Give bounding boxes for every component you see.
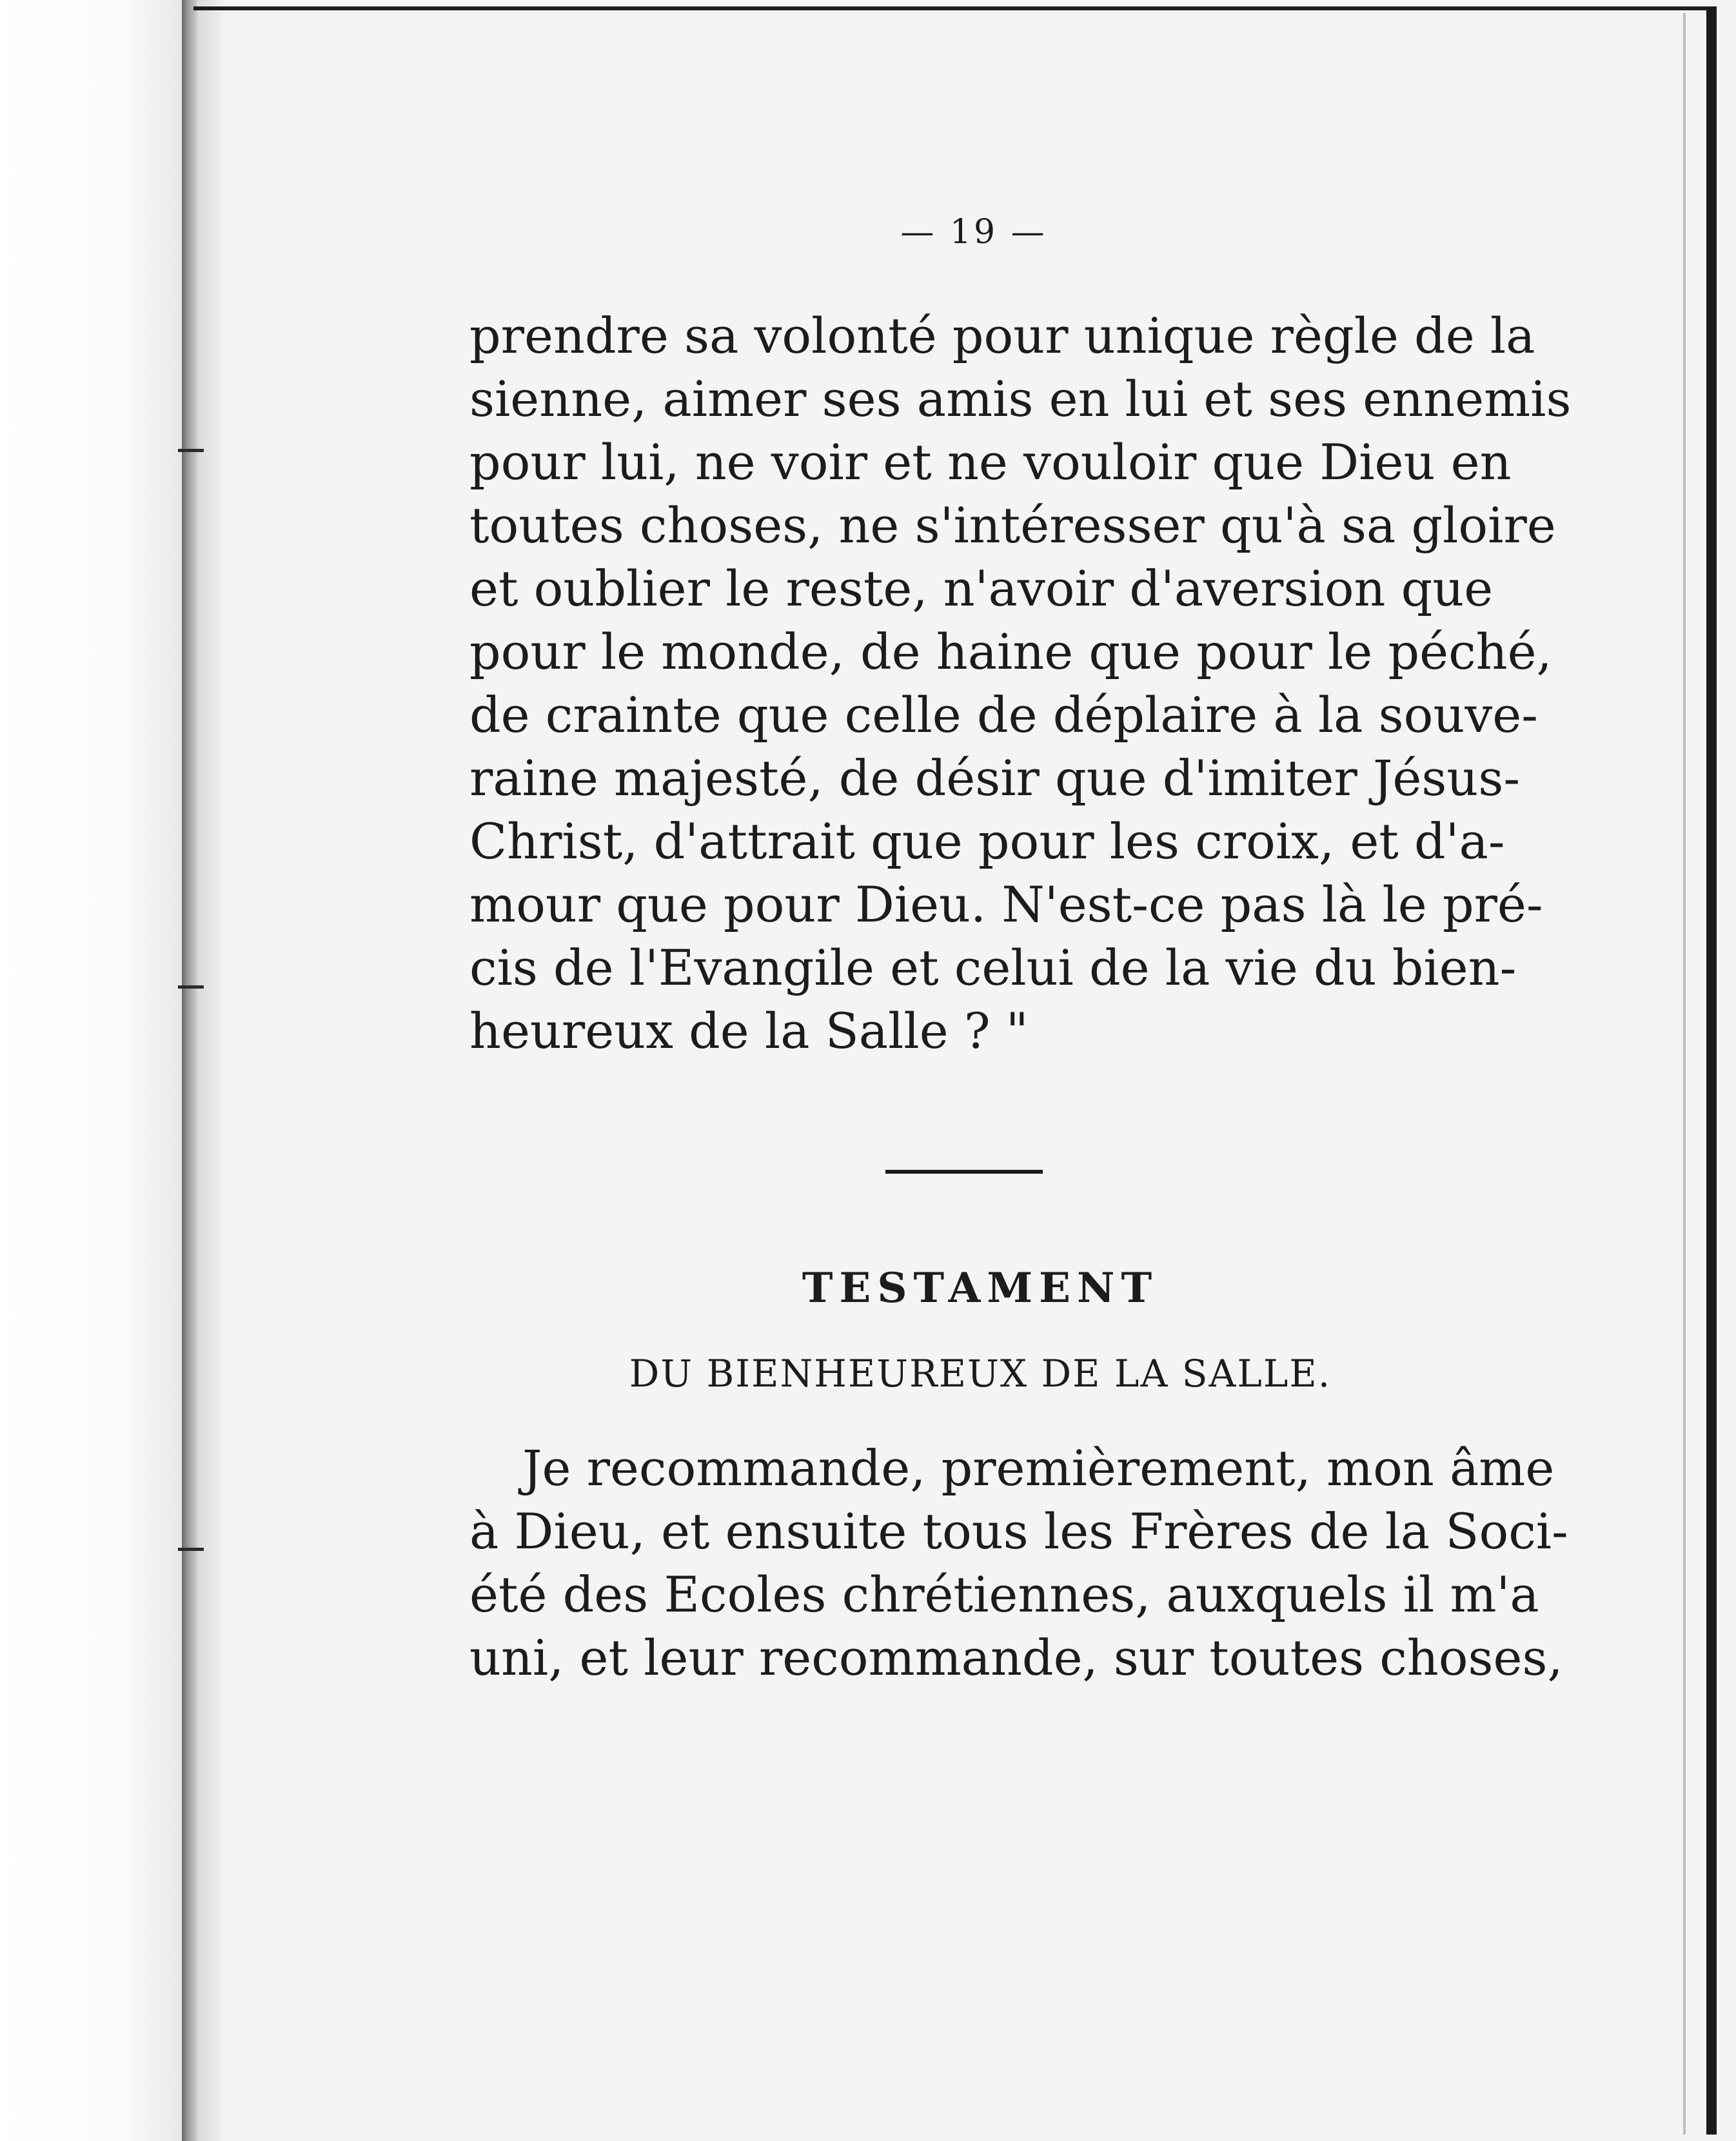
page-edge-right <box>1683 13 1686 2135</box>
text-line: toutes choses, ne s'intéresser qu'à sa gloire <box>469 497 1556 554</box>
text-line: pour le monde, de haine que pour le péché, <box>469 623 1552 680</box>
text-line: Christ, d'attrait que pour les croix, et d'a- <box>469 813 1505 870</box>
text-line: mour que pour Dieu. N'est-ce pas là le pré- <box>469 876 1543 933</box>
section-title: TESTAMENT <box>802 1264 1159 1312</box>
text-line: à Dieu, et ensuite tous les Frères de la Soci- <box>469 1503 1568 1560</box>
section-divider <box>885 1170 1043 1174</box>
testament-paragraph <box>469 1437 1568 1690</box>
text-line: Je recommande, premièrement, mon âme <box>522 1439 1555 1497</box>
gutter-mark <box>178 449 204 452</box>
text-line: sienne, aimer ses amis en lui et ses ennemis <box>469 370 1572 428</box>
body-paragraph <box>469 304 1572 1063</box>
left-page-edge <box>0 0 182 2141</box>
text-line: de crainte que celle de déplaire à la souve- <box>469 686 1538 744</box>
text-line: raine majesté, de désir que d'imiter Jésus- <box>469 749 1521 807</box>
text-line: prendre sa volonté pour unique règle de la <box>469 307 1535 364</box>
gutter-mark <box>178 1548 204 1551</box>
page-fold <box>197 0 223 2141</box>
text-line: pour lui, ne voir et ne vouloir que Dieu en <box>469 433 1512 491</box>
page-number: — 19 — <box>900 213 1047 252</box>
text-line: heureux de la Salle ? " <box>469 1002 1029 1060</box>
text-line: cis de l'Evangile et celui de la vie du bien- <box>469 939 1517 996</box>
section-subtitle: DU BIENHEUREUX DE LA SALLE. <box>629 1352 1332 1396</box>
text-line: et oublier le reste, n'avoir d'aversion que <box>469 560 1494 617</box>
gutter-mark <box>178 985 204 989</box>
text-line: uni, et leur recommande, sur toutes choses, <box>469 1629 1563 1686</box>
page-border-top <box>193 6 1715 10</box>
page-border-right <box>1706 6 1717 2135</box>
text-line: été des Ecoles chrétiennes, auxquels il m'a <box>469 1566 1539 1623</box>
binding-gutter <box>182 0 197 2141</box>
